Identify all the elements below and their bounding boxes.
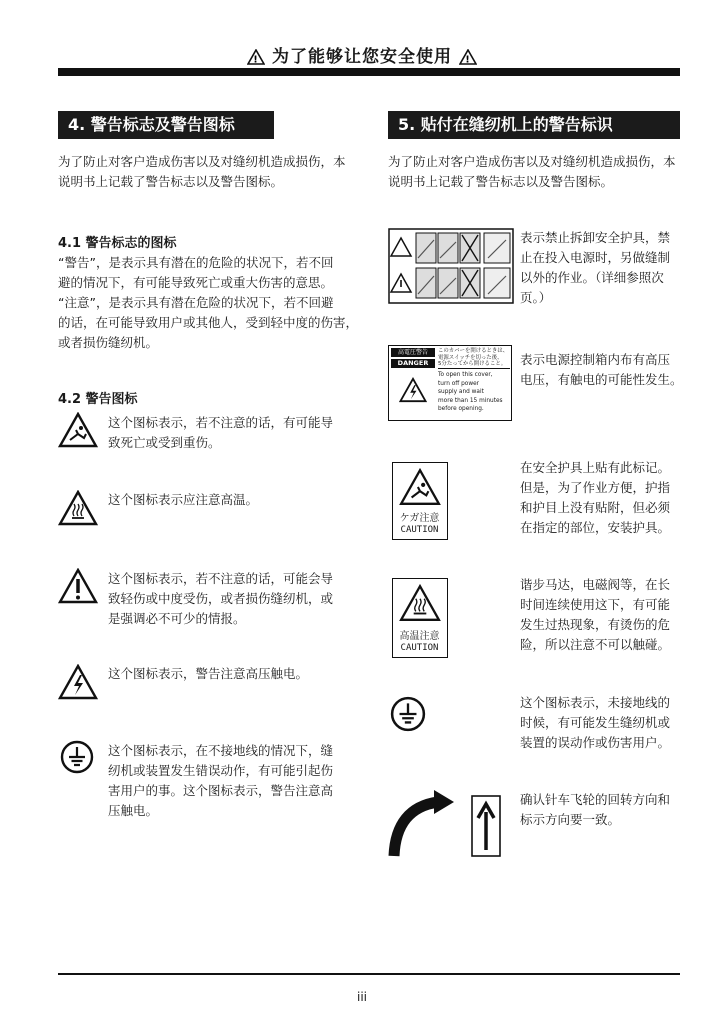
caution-hand-en: CAUTION — [400, 525, 439, 535]
hot-surface-icon — [58, 490, 98, 526]
caution-hot-jp: 高温注意 — [399, 631, 440, 642]
danger-jp-line: このカバーを開けるときは、 — [438, 348, 509, 354]
label-desc-line: 时候，有可能发生缝纫机或 — [520, 715, 671, 730]
label-desc-line: 在安全护具上贴有此标记。 — [520, 460, 671, 475]
danger-en-line: before opening. — [438, 406, 484, 413]
label-desc-4 — [520, 575, 690, 655]
label-desc-line: 标示方向要一致。 — [520, 812, 621, 827]
label-desc-line: 电压，有触电的可能性发生。 — [520, 372, 683, 387]
label-desc-line: 险，所以注意不可以触碰。 — [520, 637, 671, 652]
label-desc-line: 谐步马达，电磁阀等，在长 — [520, 577, 671, 592]
danger-voltage-label-icon — [388, 345, 512, 421]
label-desc-5 — [520, 693, 690, 753]
danger-en-line: more than 15 minutes — [438, 397, 503, 404]
icon-desc-5 — [108, 741, 368, 821]
exclamation-warning-icon — [58, 568, 98, 604]
page-title-text: 为了能够让您安全使用 — [272, 47, 452, 67]
icon-desc-line: 害用户的事。这个图标表示，警告注意高 — [108, 783, 334, 798]
left-intro — [58, 152, 368, 192]
definition-line: 的话，在可能导致用户或其他人，受到轻中度的伤害， — [58, 315, 359, 330]
danger-en-tag: DANGER — [391, 359, 435, 368]
warning-triangle-icon — [247, 49, 265, 65]
svg-text:!: ! — [253, 54, 259, 65]
section-heading-5: 5. 贴付在缝纫机上的警告标识 — [388, 111, 680, 139]
intro-line: 说明书上记载了警告标志以及警告图标。 — [388, 174, 614, 189]
hand-caution-icon — [58, 412, 98, 448]
danger-en-line: supply and wait — [438, 389, 484, 396]
icon-desc-line: 这个图标表示，警告注意高压触电。 — [108, 666, 309, 681]
safety-guard-label-icon — [388, 228, 514, 304]
intro-line: 为了防止对客户造成伤害以及对缝纫机造成损伤，本 — [58, 154, 346, 169]
title-rule — [58, 68, 680, 76]
hand-caution-icon — [399, 466, 441, 508]
danger-jp-tag: 高電圧警告 — [391, 348, 435, 357]
page-number: iii — [356, 990, 367, 1004]
danger-en-line: turn off power — [438, 380, 480, 387]
page-title — [0, 42, 724, 67]
svg-text:!: ! — [465, 54, 471, 65]
definition-line: 避的情况下，有可能导致死亡或重大伤害的意思。 — [58, 275, 334, 290]
label-desc-line: 装置的误动作或伤害用户。 — [520, 735, 671, 750]
icon-desc-line: 致轻伤或中度受伤，或者损伤缝纫机，或 — [108, 591, 334, 606]
label-desc-3 — [520, 458, 690, 538]
caution-hand-jp: ケガ注意 — [399, 513, 440, 524]
icon-desc-2 — [108, 490, 368, 510]
label-desc-line: 页。） — [520, 290, 552, 305]
label-desc-1 — [520, 228, 690, 308]
label-desc-line: 和护目上没有贴附，但必须 — [520, 500, 671, 515]
danger-en-text — [438, 371, 510, 414]
subsection-title-4-2: 4.2 警告图标 — [58, 392, 138, 407]
label-desc-line: 表示电源控制箱内布有高压 — [520, 352, 671, 367]
label-desc-line: 在指定的部位，安装护具。 — [520, 520, 671, 535]
label-desc-line: 止在投入电源时，另做缝制 — [520, 250, 671, 265]
icon-desc-line: 是强调必不可少的情报。 — [108, 611, 246, 626]
rotation-direction-icon — [388, 788, 508, 860]
hot-surface-icon — [399, 582, 441, 624]
danger-jp-text — [438, 348, 510, 369]
icon-desc-4 — [108, 664, 368, 684]
label-desc-line: 确认针车飞轮的回转方向和 — [520, 792, 671, 807]
label-desc-line: 但是，为了作业方便，护指 — [520, 480, 671, 495]
danger-jp-line: 電源スイッチを切った後、 — [438, 354, 503, 361]
icon-desc-3 — [108, 569, 368, 629]
icon-desc-line: 致死亡或受到重伤。 — [108, 435, 221, 450]
intro-line: 说明书上记载了警告标志以及警告图标。 — [58, 174, 284, 189]
definition-line: “警告”，是表示具有潜在的危险的状况下，若不回 — [58, 255, 334, 270]
label-desc-line: 发生过热现象，有烫伤的危 — [520, 617, 671, 632]
label-desc-6 — [520, 790, 690, 830]
high-voltage-icon — [58, 664, 98, 700]
ground-icon — [60, 740, 94, 774]
caution-hand-label-icon — [392, 462, 448, 540]
icon-desc-1 — [108, 413, 368, 453]
icon-desc-line: 压触电。 — [108, 803, 159, 818]
definition-line: 或者损伤缝纫机。 — [58, 335, 159, 350]
subsection-title-4-1: 4.1 警告标志的图标 — [58, 236, 177, 251]
icon-desc-line: 这个图标表示应注意高温。 — [108, 492, 259, 507]
ground-icon — [390, 696, 426, 732]
section-heading-4: 4. 警告标志及警告图标 — [58, 111, 274, 139]
intro-line: 为了防止对客户造成伤害以及对缝纫机造成损伤，本 — [388, 154, 676, 169]
icon-desc-line: 这个图标表示，若不注意的话，有可能导 — [108, 415, 334, 430]
label-desc-line: 时间连续使用这下，有可能 — [520, 597, 671, 612]
label-desc-line: 表示禁止拆卸安全护具，禁 — [520, 230, 671, 245]
icon-desc-line: 纫机或装置发生错误动作，有可能引起伤 — [108, 763, 334, 778]
caution-hot-en: CAUTION — [400, 643, 439, 653]
label-desc-line: 以外的作业。（详细参照次 — [520, 270, 664, 285]
warning-triangle-icon — [459, 49, 477, 65]
label-desc-line: 这个图标表示，未接地线的 — [520, 695, 671, 710]
icon-desc-line: 这个图标表示，若不注意的话，可能会导 — [108, 571, 334, 586]
footer-rule — [58, 973, 680, 975]
icon-desc-line: 这个图标表示，在不接地线的情况下，缝 — [108, 743, 334, 758]
definition-line: “注意”，是表示具有潜在危险的状况下，若不回避 — [58, 295, 334, 310]
high-voltage-icon — [399, 376, 427, 404]
danger-jp-line: 5分たってから開けること。 — [438, 361, 507, 368]
caution-hot-label-icon — [392, 578, 448, 658]
danger-en-line: To open this cover, — [438, 372, 493, 378]
warning-definition — [58, 253, 368, 353]
label-desc-2 — [520, 350, 690, 390]
right-intro — [388, 152, 688, 192]
